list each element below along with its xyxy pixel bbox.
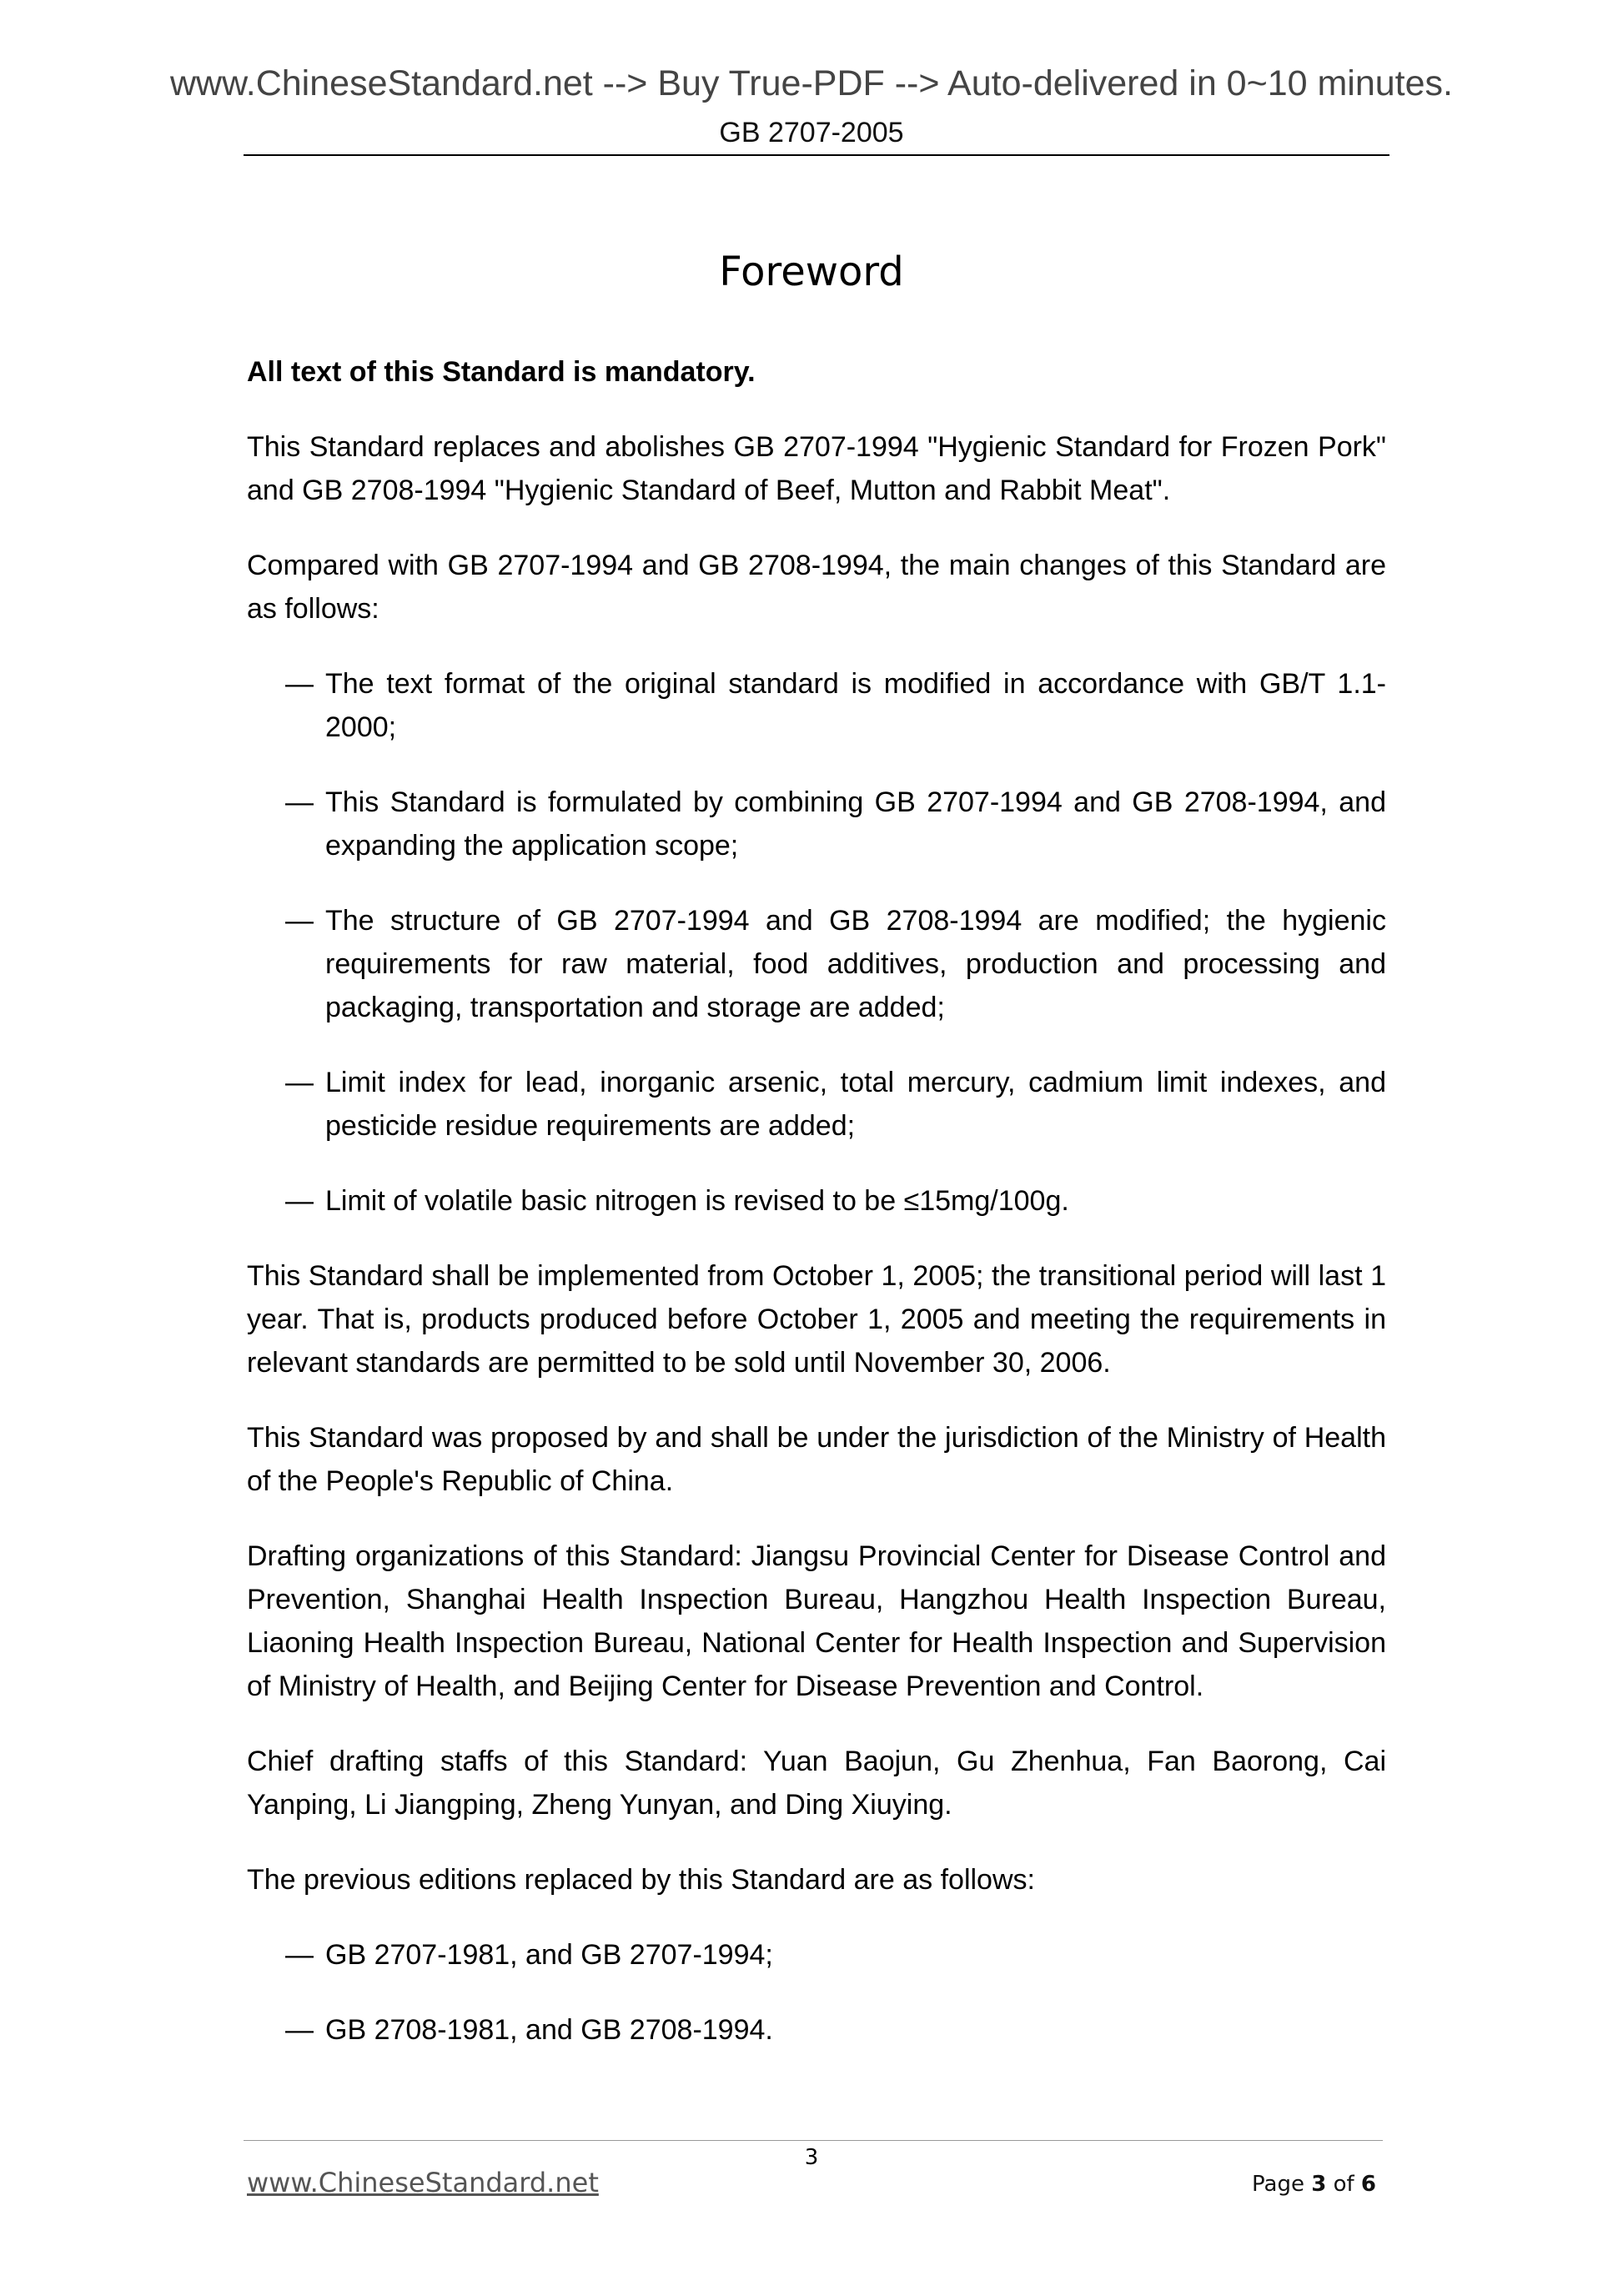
footer-site-link[interactable]: www.ChineseStandard.net: [247, 2167, 599, 2198]
dash-marker: —: [285, 786, 314, 818]
edition-text: GB 2708-1981, and GB 2708-1994.: [325, 2014, 773, 2046]
standard-code: GB 2707-2005: [719, 117, 904, 148]
of-label: of: [1333, 2172, 1354, 2197]
change-text: The structure of GB 2707-1994 and GB 2708-1994 are modified; the hygienic requirements for raw material, food additives, production and processing and packaging, transportation and storage are added;: [325, 905, 1386, 1023]
page-label: Page: [1252, 2172, 1304, 2197]
dash-marker: —: [285, 2014, 314, 2046]
change-item: [285, 662, 1386, 749]
change-text: The text format of the original standard is modified in accordance with GB/T 1.1-2000;: [325, 668, 1386, 743]
dash-marker: —: [285, 905, 314, 937]
dash-marker: —: [285, 1067, 314, 1098]
document-body: [247, 350, 1386, 2083]
change-item: [285, 1061, 1386, 1148]
change-item: [285, 1179, 1386, 1223]
chief-drafting-staff-paragraph: Chief drafting staffs of this Standard: Yuan Baojun, Gu Zhenhua, Fan Baorong, Cai Yanping, Li Jiangping, Zheng Yunyan, and Ding Xiuying.: [247, 1746, 1386, 1821]
page-title: Foreword: [719, 249, 904, 295]
change-item: [285, 781, 1386, 867]
previous-editions-paragraph: The previous editions replaced by this Standard are as follows:: [247, 1864, 1035, 1896]
header-banner: www.ChineseStandard.net --> Buy True-PDF --> Auto-delivered in 0~10 minutes.: [169, 63, 1453, 103]
edition-item: [285, 2008, 1386, 2052]
proposed-paragraph: This Standard was proposed by and shall be under the jurisdiction of the Ministry of Health of the People's Republic of China.: [247, 1422, 1386, 1497]
footer-page-indicator: [1252, 2172, 1376, 2197]
page-number: 3: [804, 2145, 819, 2170]
edition-text: GB 2707-1981, and GB 2707-1994;: [325, 1939, 773, 1971]
change-text: This Standard is formulated by combining GB 2707-1994 and GB 2708-1994, and expanding the application scope;: [325, 786, 1386, 862]
header-divider: [244, 154, 1389, 156]
replaces-paragraph: This Standard replaces and abolishes GB 2707-1994 "Hygienic Standard for Frozen Pork" and GB 2708-1994 "Hygienic Standard of Beef, Mutton and Rabbit Meat".: [247, 431, 1386, 506]
change-text: Limit index for lead, inorganic arsenic, total mercury, cadmium limit indexes, and pesticide residue requirements are added;: [325, 1067, 1386, 1142]
drafting-organizations-paragraph: Drafting organizations of this Standard: Jiangsu Provincial Center for Disease Control and Prevention, Shanghai Health Inspection Bureau, Hangzhou Health Inspection Bureau, Liaoning Health Inspection Bureau, National Center for Health Inspection and Supervision of Ministry of Health, and Beijing Center for Disease Prevention and Control.: [247, 1540, 1386, 1702]
change-item: [285, 899, 1386, 1029]
dash-marker: —: [285, 1939, 314, 1971]
footer-divider: [244, 2140, 1383, 2141]
change-text: Limit of volatile basic nitrogen is revised to be ≤15mg/100g.: [325, 1185, 1069, 1217]
total-pages: 6: [1360, 2172, 1376, 2197]
implementation-paragraph: This Standard shall be implemented from October 1, 2005; the transitional period will last 1 year. That is, products produced before October 1, 2005 and meeting the requirements in relevant standards are permitted to be sold until November 30, 2006.: [247, 1260, 1386, 1379]
edition-item: [285, 1933, 1386, 1977]
compared-paragraph: Compared with GB 2707-1994 and GB 2708-1994, the main changes of this Standard are as follows:: [247, 550, 1386, 625]
current-page: 3: [1311, 2172, 1327, 2197]
dash-marker: —: [285, 1185, 314, 1217]
mandatory-statement: All text of this Standard is mandatory.: [247, 356, 756, 388]
dash-marker: —: [285, 668, 314, 700]
